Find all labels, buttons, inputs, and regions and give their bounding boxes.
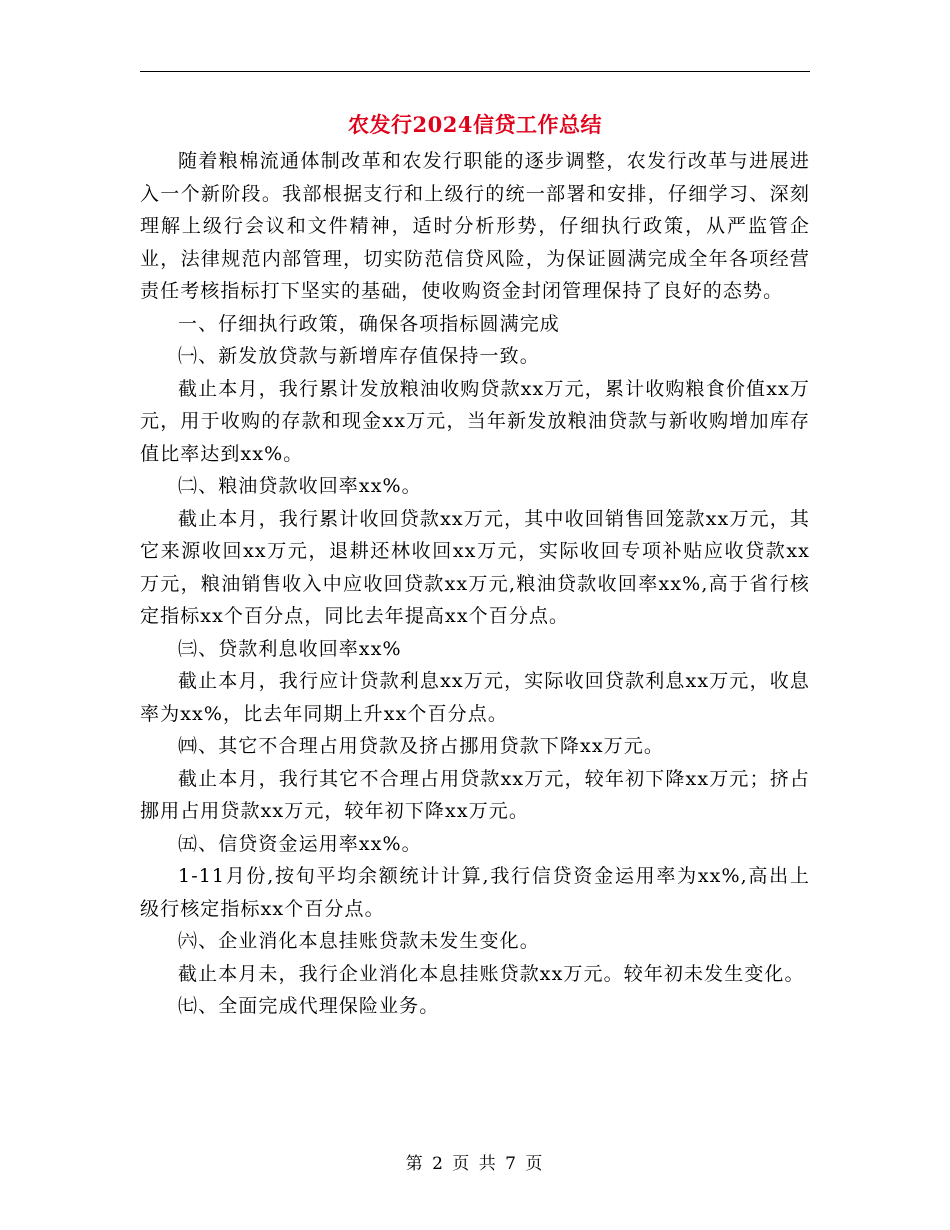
document-body bbox=[140, 145, 810, 1023]
body-paragraph-4: 截止本月，我行其它不合理占用贷款xx万元，较年初下降xx万元；挤占挪用占用贷款xx万元，较年初下降xx万元。 bbox=[140, 767, 810, 822]
body-paragraph-6: 截止本月未，我行企业消化本息挂账贷款xx万元。较年初未发生变化。 bbox=[178, 962, 805, 985]
section-heading: 一、仔细执行政策，确保各项指标圆满完成 bbox=[178, 312, 560, 335]
body-paragraph-3: 截止本月，我行应计贷款利息xx万元，实际收回贷款利息xx万元，收息率为xx%，比去年同期上升xx个百分点。 bbox=[140, 670, 810, 725]
header-rule bbox=[140, 71, 810, 72]
document-title: 农发行2024信贷工作总结 bbox=[348, 112, 602, 137]
subsection-heading-5: ㈤、信贷资金运用率xx%。 bbox=[178, 832, 422, 855]
page-number: 第 2 页 共 7 页 bbox=[405, 1154, 545, 1174]
intro-paragraph: 随着粮棉流通体制改革和农发行职能的逐步调整，农发行改革与进展进入一个新阶段。我部根据支行和上级行的统一部署和安排，仔细学习、深刻理解上级行会议和文件精神，适时分析形势，仔细执行政策，从严监管企业，法律规范内部管理，切实防范信贷风险，为保证圆满完成全年各项经营责任考核指标打下坚实的基础，使收购资金封闭管理保持了良好的态势。 bbox=[140, 150, 810, 302]
subsection-heading-1: ㈠、新发放贷款与新增库存值保持一致。 bbox=[178, 345, 540, 367]
subsection-heading-6: ㈥、企业消化本息挂账贷款未发生变化。 bbox=[178, 930, 540, 952]
subsection-heading-3: ㈢、贷款利息收回率xx% bbox=[178, 637, 402, 660]
body-paragraph-2: 截止本月，我行累计收回贷款xx万元，其中收回销售回笼款xx万元，其它来源收回xx万元，退耕还林收回xx万元，实际收回专项补贴应收贷款xx万元，粮油销售收入中应收回贷款xx万元,粮油贷款收回率xx%,高于省行核定指标xx个百分点，同比去年提高xx个百分点。 bbox=[140, 507, 810, 627]
subsection-heading-4: ㈣、其它不合理占用贷款及挤占挪用贷款下降xx万元。 bbox=[178, 735, 664, 757]
body-paragraph-1: 截止本月，我行累计发放粮油收购贷款xx万元，累计收购粮食价值xx万元，用于收购的存款和现金xx万元，当年新发放粮油贷款与新收购增加库存值比率达到xx%。 bbox=[140, 377, 810, 465]
body-paragraph-5: 1-11月份,按旬平均余额统计计算,我行信贷资金运用率为xx%,高出上级行核定指标xx个百分点。 bbox=[140, 865, 810, 920]
subsection-heading-2: ㈡、粮油贷款收回率xx%。 bbox=[178, 475, 422, 497]
subsection-heading-7: ㈦、全面完成代理保险业务。 bbox=[178, 995, 440, 1017]
